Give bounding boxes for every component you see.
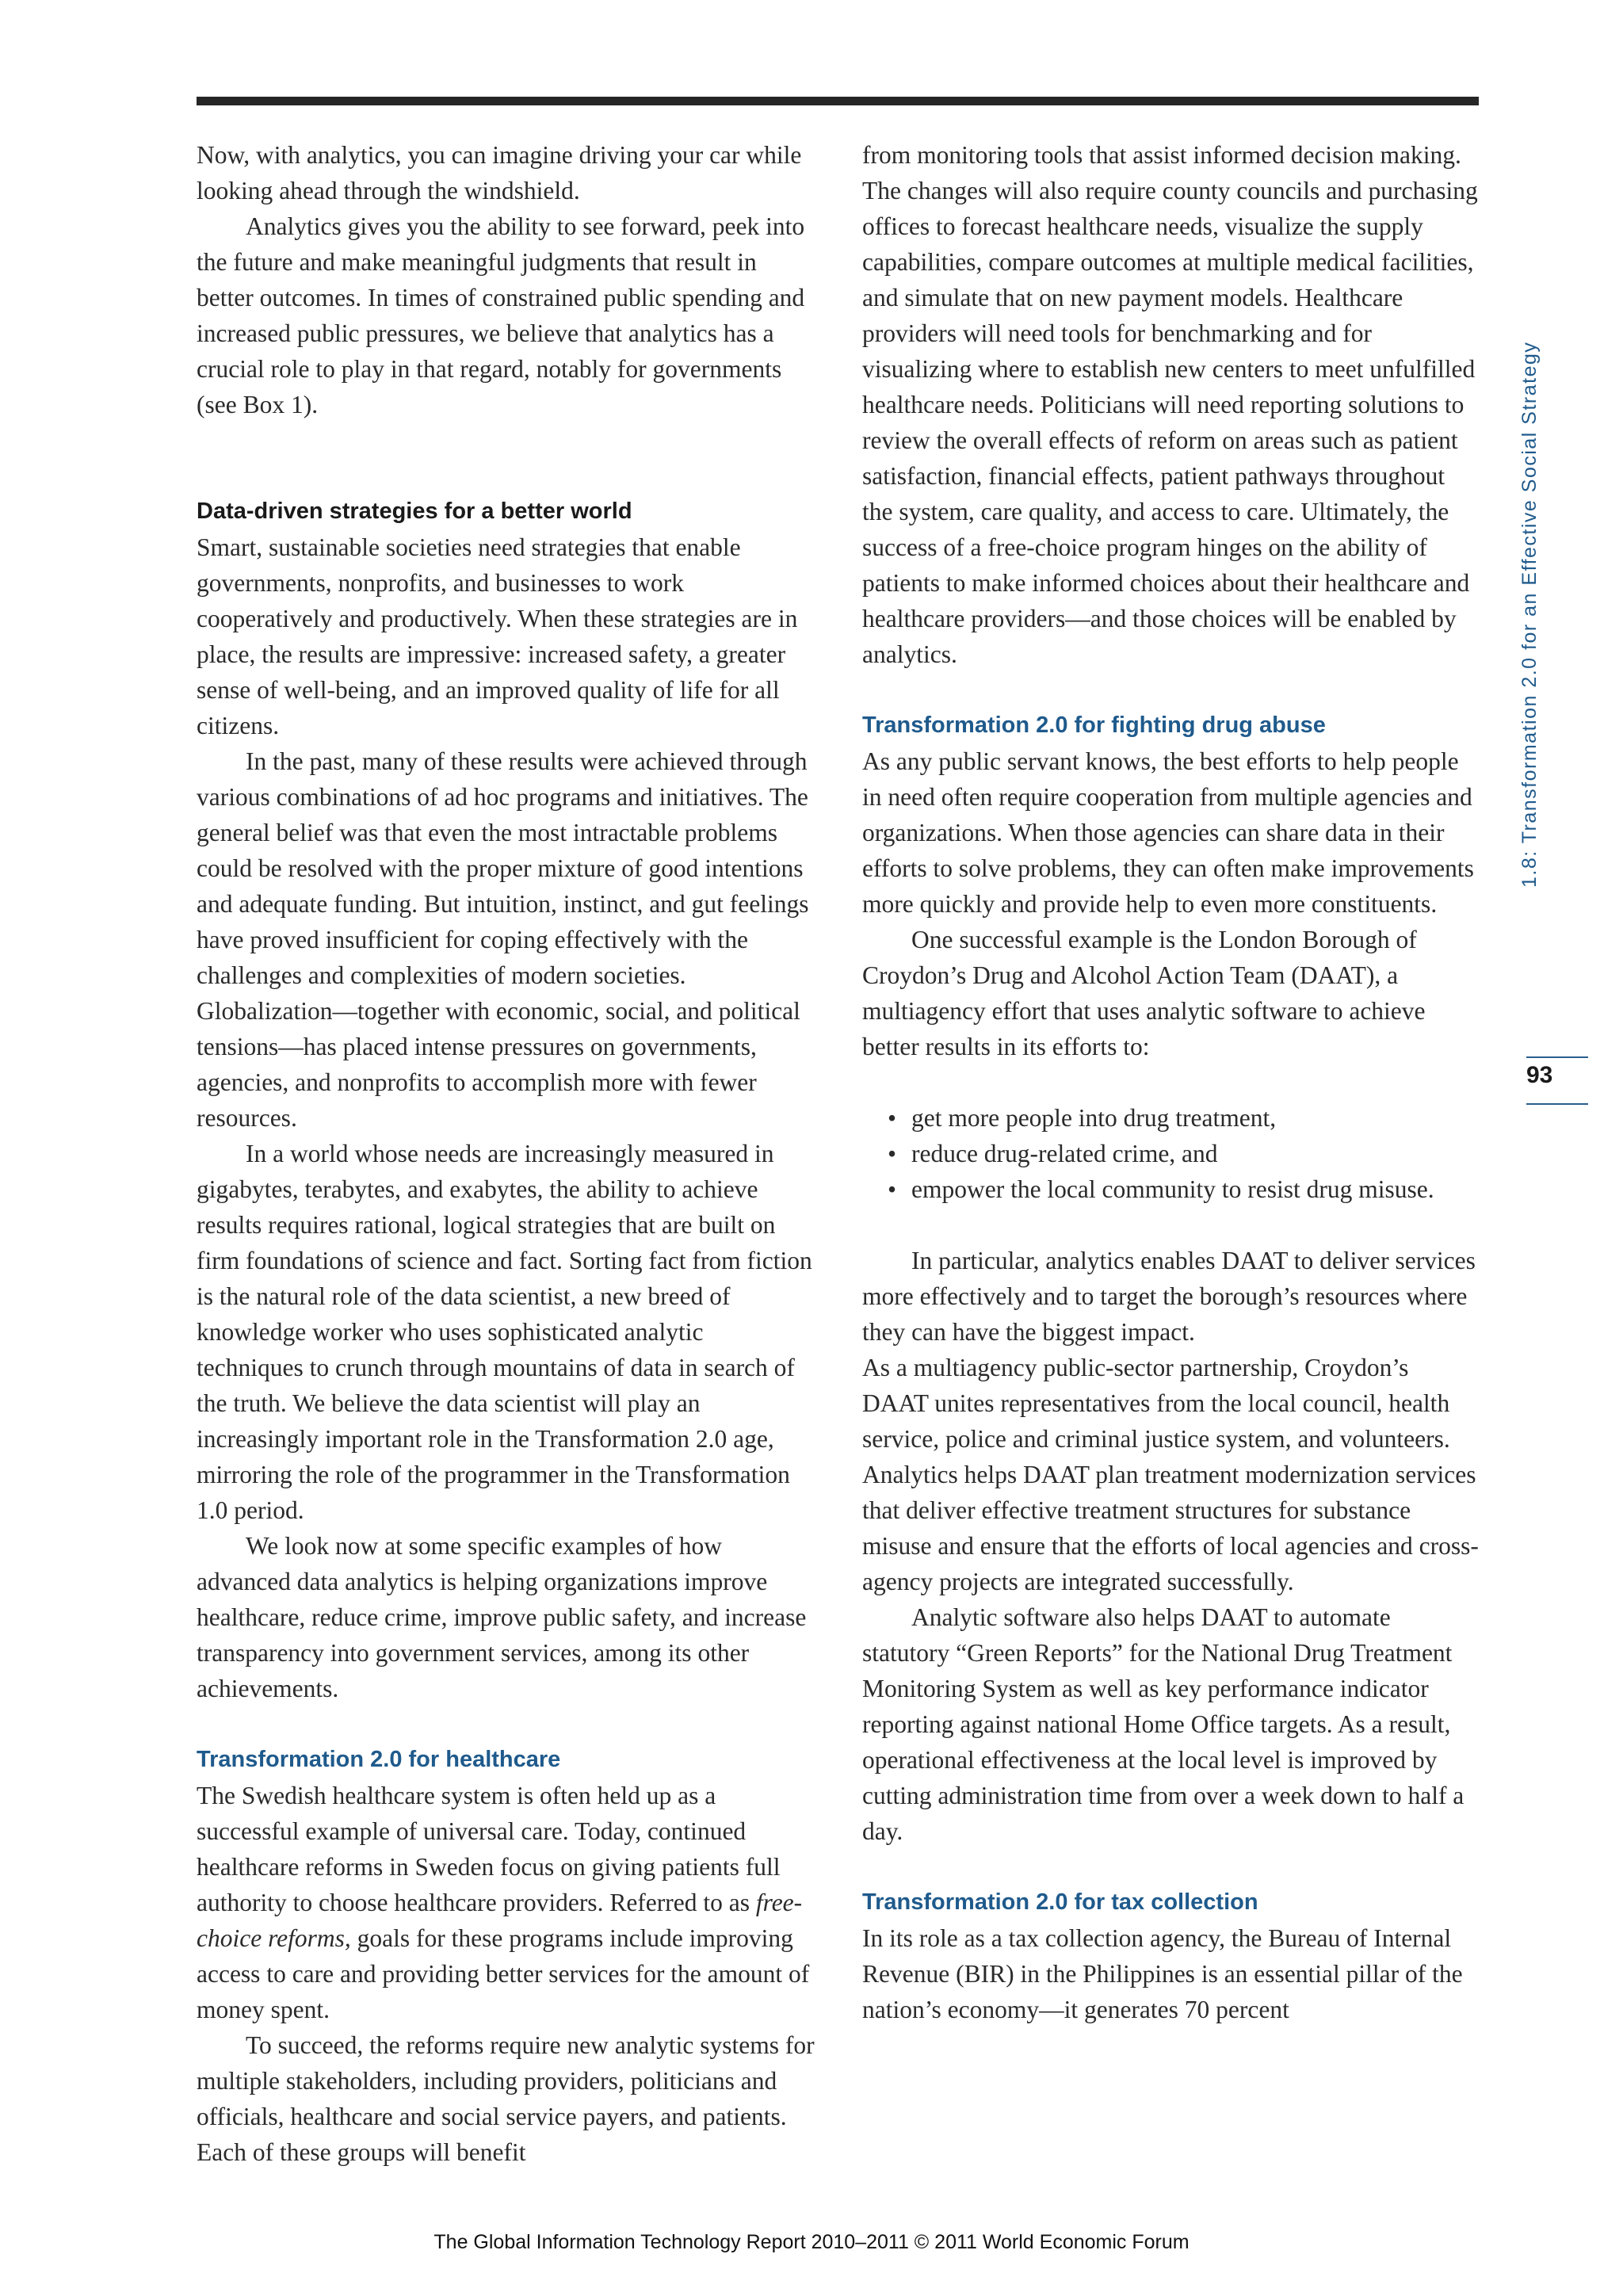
spacer (862, 1064, 1480, 1100)
bullet-icon: • (888, 1140, 897, 1167)
right-column (862, 137, 1480, 2027)
spacer (197, 422, 815, 494)
spacer (862, 1849, 1480, 1885)
paragraph-swedish-healthcare (197, 1778, 815, 2027)
section-heading-healthcare: Transformation 2.0 for healthcare (197, 1747, 561, 1772)
bullet-list (862, 1100, 1480, 1207)
paragraph-multiagency: As a multiagency public-sector partnership, Croydon’s DAAT unites representatives from the local council, health service, police and criminal justice system, and volunteers. Analytics helps DAAT plan treatment modernization services that deliver effective treatment structures for substance misuse and ensure that the efforts of local agencies and cross-agency projects are integrated successfully. (862, 1354, 1479, 1595)
paragraph-analytics-forward: Analytics gives you the ability to see forward, peek into the future and make meaningful judgments that result in better outcomes. In times of constrained public spending and increased public pressures, we believe that analytics has a crucial role to play in that regard, notably for governments (see Box 1). (197, 212, 805, 418)
paragraph-green-reports: Analytic software also helps DAAT to automate statutory “Green Reports” for the National Drug Treatment Monitoring System as well as key performance indicator reporting against national Home Office targets. As a result, operational effectiveness at the local level is improved by cutting administration time from over a week down to half a day. (862, 1603, 1465, 1845)
page-number-rule-top (1526, 1056, 1588, 1058)
paragraph-past-results: In the past, many of these results were achieved through various combinations of ad hoc programs and initiatives. The general belief was that even the most intractable problems could be resolved with the proper mixture of good intentions and adequate funding. But intuition, instinct, and gut feelings have proved insufficient for coping effectively with the challenges and complexities of modern societies. Globalization—together with economic, social, and political tensions—has placed intense pressures on governments, agencies, and nonprofits to accomplish more with fewer resources. (197, 747, 809, 1132)
paragraph-data-scientist: In a world whose needs are increasingly measured in gigabytes, terabytes, and exabytes, the ability to achieve results requires rational, logical strategies that are built on firm foundations of science and fact. Sorting fact from fiction is the natural role of the data scientist, a new breed of knowledge worker who uses sophisticated analytic techniques to crunch through mountains of data in search of the truth. We believe the data scientist will play an increasingly important role in the Transformation 2.0 age, mirroring the role of the programmer in the Transformation 1.0 period. (197, 1140, 812, 1524)
italic-term: free-choice reforms, (197, 1889, 803, 1952)
page-number-rule-bottom (1526, 1103, 1588, 1105)
top-rule (197, 97, 1479, 105)
list-item-text: reduce drug-related crime, and (911, 1140, 1218, 1167)
paragraph-monitoring-tools: from monitoring tools that assist informed decision making. The changes will also require county councils and purchasing offices to forecast healthcare needs, visualize the supply capabilities, compare outcomes at multiple medical facilities, and simulate that on new payment models. Healthcare providers will need tools for benchmarking and for visualizing where to establish new centers to meet unfulfilled healthcare needs. Politicians will need reporting solutions to review the overall effects of reform on areas such as patient satisfaction, financial effects, patient pathways throughout the system, care quality, and access to care. Ultimately, the success of a free-choice program hinges on the ability of patients to make informed choices about their healthcare and healthcare providers—and those choices will be enabled by analytics. (862, 141, 1478, 668)
left-column (197, 137, 815, 2170)
paragraph-bir-philippines: In its role as a tax collection agency, the Bureau of Internal Revenue (BIR) in the Philippines is an essential pillar of the nation’s economy—it generates 70 percent (862, 1924, 1463, 2023)
paragraph-reforms-succeed: To succeed, the reforms require new analytic systems for multiple stakeholders, including providers, politicians and officials, healthcare and social service payers, and patients. Each of these groups will benefit (197, 2031, 815, 2166)
spacer (862, 1207, 1480, 1243)
paragraph-croydon-example: One successful example is the London Borough of Croydon’s Drug and Alcohol Action Team (DAAT), a multiagency effort that uses analytic software to achieve better results in its efforts to: (862, 926, 1426, 1060)
spacer (862, 672, 1480, 708)
text-run: The Swedish healthcare system is often held up as a successful example of universal care. Today, continued healthcare reforms in Sweden focus on giving patients full authority to choose healthcare providers. Referred to as (197, 1782, 781, 1916)
list-item-text: get more people into drug treatment, (911, 1104, 1277, 1132)
paragraph-smart-societies: Smart, sustainable societies need strategies that enable governments, nonprofits, and businesses to work cooperatively and productively. When these strategies are in place, the results are impressive: increased safety, a greater sense of well-being, and an improved quality of life for all citizens. (197, 533, 798, 739)
paragraph-public-servant: As any public servant knows, the best efforts to help people in need often require cooperation from multiple agencies and organizations. When those agencies can share data in their efforts to solve problems, they can often make improvements more quickly and provide help to even more constituents. (862, 747, 1474, 918)
running-section-title: 1.8: Transformation 2.0 for an Effective Social Strategy (1518, 341, 1541, 888)
paragraph-daat-delivery: In particular, analytics enables DAAT to deliver services more effectively and to target the borough’s resources where they can have the biggest impact. (862, 1247, 1476, 1346)
list-item (862, 1136, 1480, 1171)
paragraph-specific-examples: We look now at some specific examples of how advanced data analytics is helping organizations improve healthcare, reduce crime, improve public safety, and increase transparency into government services, among its other achievements. (197, 1532, 807, 1702)
page-footer: The Global Information Technology Report 2010–2011 © 2011 World Economic Forum (433, 2231, 1190, 2253)
section-heading-tax-collection: Transformation 2.0 for tax collection (862, 1889, 1258, 1915)
section-heading-data-driven: Data-driven strategies for a better world (197, 499, 632, 524)
page-number: 93 (1526, 1062, 1553, 1088)
text-run: goals for these programs include improving access to care and providing better services for the amount of money spent. (197, 1924, 810, 2023)
list-item-text: empower the local community to resist drug misuse. (911, 1175, 1434, 1203)
section-heading-drug-abuse: Transformation 2.0 for fighting drug abuse (862, 712, 1326, 738)
list-item (862, 1100, 1480, 1136)
bullet-icon: • (888, 1104, 897, 1132)
paragraph-analytics-intro: Now, with analytics, you can imagine driving your car while looking ahead through the windshield. (197, 141, 802, 204)
bullet-icon: • (888, 1175, 897, 1203)
spacer (197, 1706, 815, 1742)
list-item (862, 1171, 1480, 1207)
